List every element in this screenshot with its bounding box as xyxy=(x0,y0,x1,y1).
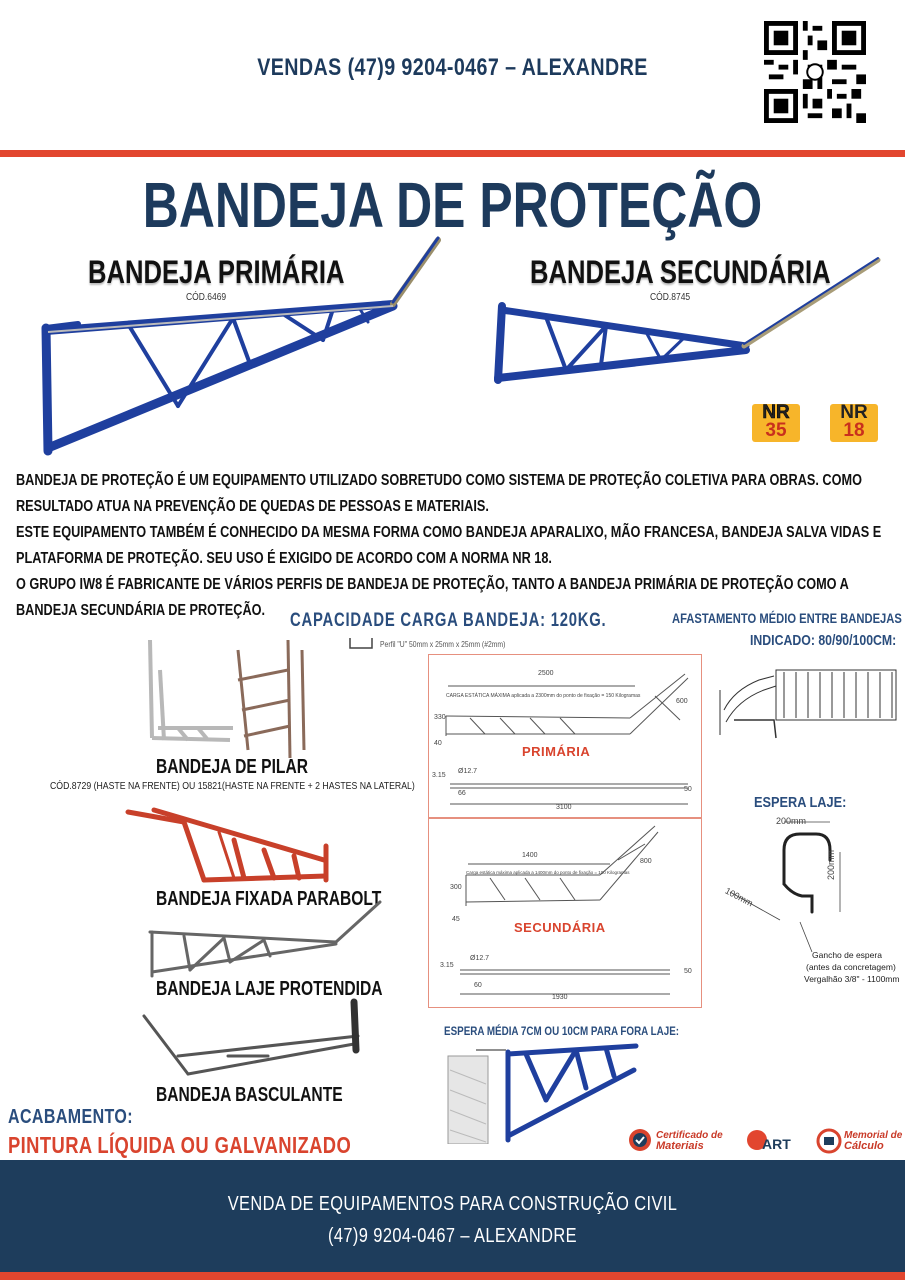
secundaria-dim-3: 45 xyxy=(452,916,460,923)
header-phone: VENDAS (47)9 9204-0467 – ALEXANDRE xyxy=(257,54,648,81)
cert-art: ART xyxy=(762,1136,791,1152)
secundaria-dim-2: 300 xyxy=(450,884,462,891)
primaria-dim-3: 40 xyxy=(434,740,442,747)
espera-dim-2: 100mm xyxy=(723,885,755,909)
product-primaria-name: BANDEJA PRIMÁRIA xyxy=(88,254,345,290)
pilar-name: BANDEJA DE PILAR xyxy=(156,756,308,778)
primaria-dim-5: 3.15 xyxy=(432,772,446,779)
basculante-name: BANDEJA BASCULANTE xyxy=(156,1084,343,1106)
secundaria-dim-7: 60 xyxy=(474,982,482,989)
product-secundaria-code: CÓD.8745 xyxy=(650,292,691,303)
bandeja-primaria-image xyxy=(28,236,448,458)
protendida-name: BANDEJA LAJE PROTENDIDA xyxy=(156,978,383,1000)
espera-dim-0: 200mm xyxy=(776,816,807,826)
nr18-badge: NR 18 xyxy=(830,404,878,442)
secundaria-dim-4: 1930 xyxy=(552,994,568,1001)
pilar-code: CÓD.8729 (HASTE NA FRENTE) OU 15821(HASTE NA FRENTE + 2 HASTES NA LATERAL) xyxy=(50,780,415,792)
certificate-icon xyxy=(628,1128,652,1152)
bandeja-pilar-image xyxy=(138,640,318,758)
footer-phone: (47)9 9204-0467 – ALEXANDRE xyxy=(327,1225,578,1247)
primaria-dim-0: 2500 xyxy=(538,670,554,677)
finish-value: PINTURA LÍQUIDA OU GALVANIZADO xyxy=(8,1132,352,1158)
espera-laje-title: ESPERA LAJE: xyxy=(754,794,847,811)
qr-code-icon[interactable] xyxy=(764,20,866,124)
nr35-badge: NR 35 xyxy=(752,404,800,442)
description-paragraph-1: BANDEJA DE PROTEÇÃO É UM EQUIPAMENTO UTILIZADO SOBRETUDO COMO SISTEMA DE PROTEÇÃO COLETIVA PARA OBRAS. COMO RESULTADO ATUA NA PREVENÇÃO DE QUEDAS DE PESSOAS E MATERIAIS. xyxy=(16,472,862,515)
primaria-dim-1: 600 xyxy=(676,698,688,705)
primaria-label: PRIMÁRIA xyxy=(522,744,591,759)
primaria-dim-2: 330 xyxy=(434,714,446,721)
secundaria-dim-8: 50 xyxy=(684,968,692,975)
finish-title: ACABAMENTO: xyxy=(8,1106,133,1128)
bandeja-secundaria-image xyxy=(486,250,886,390)
page-title: BANDEJA DE PROTEÇÃO xyxy=(142,169,763,241)
spacing-drawing xyxy=(714,650,904,740)
capacity-text: CAPACIDADE CARGA BANDEJA: 120KG. xyxy=(290,610,607,631)
footer-line1: VENDA DE EQUIPAMENTOS PARA CONSTRUÇÃO CIVIL xyxy=(227,1193,678,1215)
espera-caption-2: (antes da concretagem) xyxy=(806,962,896,972)
espera-media-image xyxy=(446,1040,646,1144)
footer xyxy=(0,1160,905,1272)
spacing-line1: AFASTAMENTO MÉDIO ENTRE BANDEJAS xyxy=(672,610,902,626)
secundaria-dim-5: 3.15 xyxy=(440,962,454,969)
profile-note: Perfil "U" 50mm x 25mm x 25mm (#2mm) xyxy=(380,640,506,649)
cert-materiais: Certificado de Materiais xyxy=(656,1130,723,1152)
primaria-dim-8: 50 xyxy=(684,786,692,793)
header-divider xyxy=(0,150,905,157)
drawing-primaria-lines xyxy=(430,656,698,814)
spacing-line2: INDICADO: 80/90/100CM: xyxy=(750,632,897,649)
description xyxy=(16,468,902,624)
u-profile-icon xyxy=(348,636,374,650)
primaria-dim-4: 3100 xyxy=(556,804,572,811)
description-paragraph-3: O GRUPO IW8 É FABRICANTE DE VÁRIOS PERFIS DE BANDEJA DE PROTEÇÃO, TANTO A BANDEJA PRIMÁRIA DE PROTEÇÃO COMO A BANDEJA SECUNDÁRIA DE PROTEÇÃO. xyxy=(16,576,849,619)
espera-hook-drawing xyxy=(720,812,900,962)
bandeja-parabolt-image xyxy=(124,800,334,892)
espera-media-text: ESPERA MÉDIA 7CM OU 10CM PARA FORA LAJE: xyxy=(444,1024,680,1038)
espera-caption-3: Vergalhão 3/8" - 1100mm xyxy=(804,974,900,984)
secundaria-label: SECUNDÁRIA xyxy=(514,920,606,935)
footer-divider xyxy=(0,1272,905,1280)
drawing-secundaria-lines xyxy=(430,820,698,1004)
primaria-dim-6: Ø12.7 xyxy=(458,768,478,775)
primaria-note: CARGA ESTÁTICA MÁXIMA aplicada a 2300mm do ponto de fixação = 150 Kilogramas xyxy=(446,693,641,699)
product-secundaria-name: BANDEJA SECUNDÁRIA xyxy=(530,254,831,290)
secundaria-dim-0: 1400 xyxy=(522,852,538,859)
espera-dim-1: 200mm xyxy=(826,849,836,880)
secundaria-note: Carga estática máxima aplicada a 1400mm do ponto de fixação = 100 Kilogramas xyxy=(466,870,630,875)
primaria-dim-7: 66 xyxy=(458,790,466,797)
cert-memorial: Memorial de Cálculo xyxy=(844,1130,903,1152)
secundaria-dim-6: Ø12.7 xyxy=(470,955,490,962)
description-paragraph-2: ESTE EQUIPAMENTO TAMBÉM É CONHECIDO DA MESMA FORMA COMO BANDEJA APARALIXO, MÃO FRANCESA, BANDEJA SALVA VIDAS E PLATAFORMA DE PROTEÇÃO. SEU USO É EXIGIDO DE ACORDO COM A NORMA NR 18. xyxy=(16,524,882,567)
secundaria-dim-1: 800 xyxy=(640,858,652,865)
bandeja-protendida-image xyxy=(144,898,384,982)
espera-caption-1: Gancho de espera xyxy=(812,950,882,960)
parabolt-name: BANDEJA FIXADA PARABOLT xyxy=(156,888,382,910)
bandeja-basculante-image xyxy=(138,996,372,1084)
memorial-icon xyxy=(816,1128,842,1154)
product-primaria-code: CÓD.6469 xyxy=(186,292,227,303)
